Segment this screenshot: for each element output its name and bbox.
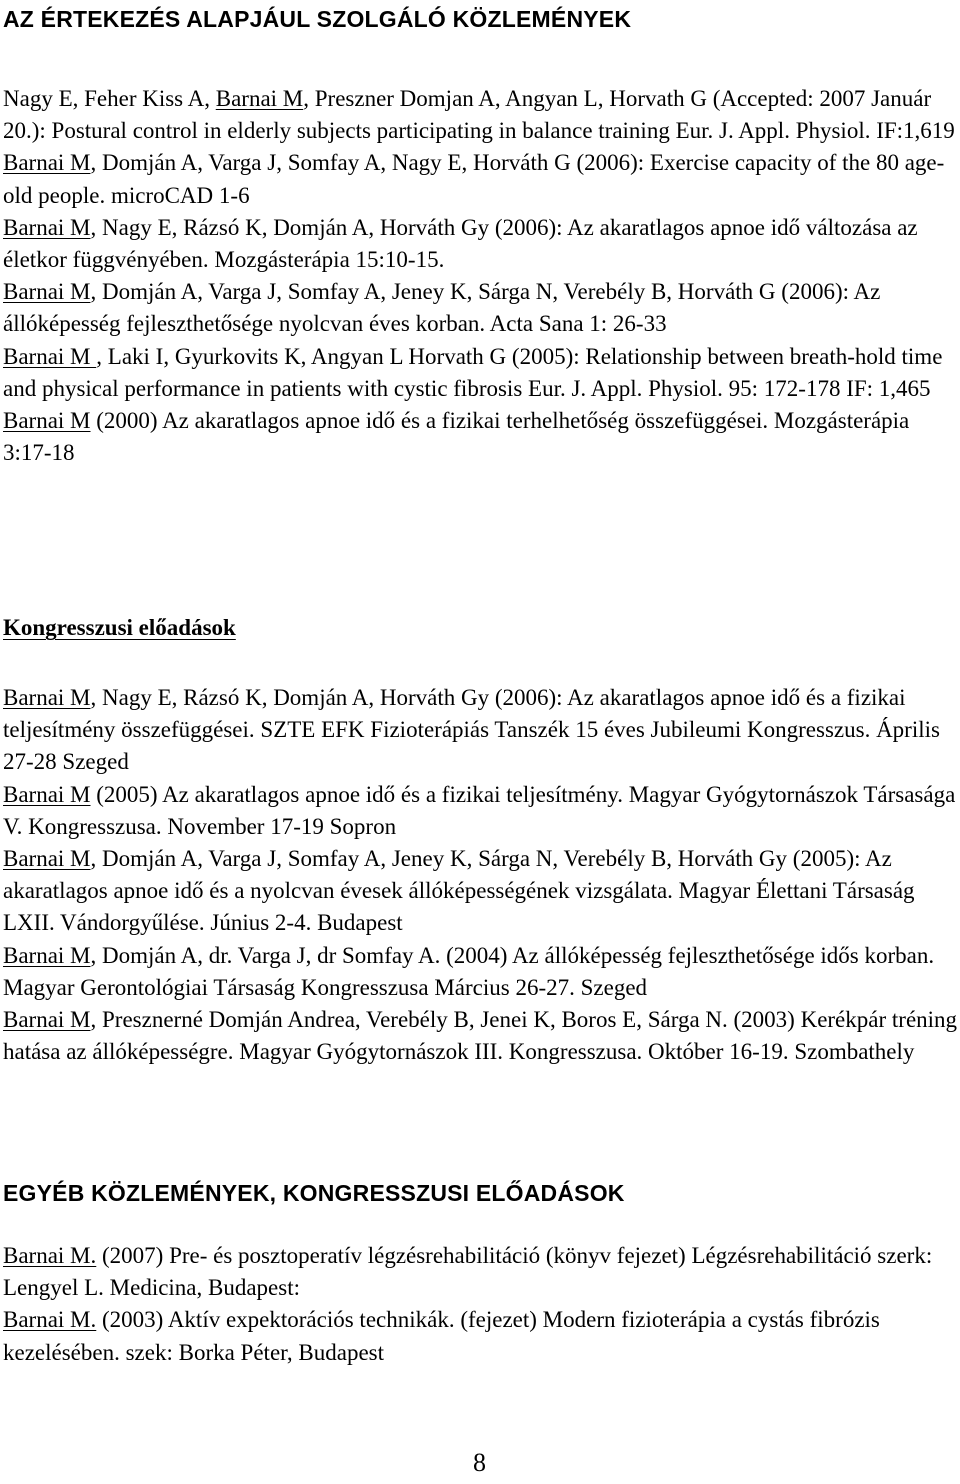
reference-entry: Barnai M, Domján A, Varga J, Somfay A, Jeney K, Sárga N, Verebély B, Horváth Gy (2005): Az akaratlagos apnoe idő és a nyolcvan évesek állóképességének vizsgálata. Magyar Élettani Társaság LXII. Vándorgyűlése. Június 2-4. Budapest [3, 846, 915, 936]
author-name: Barnai M [3, 1007, 91, 1033]
author-name: Barnai M [3, 846, 91, 872]
reference-entry: Barnai M. (2003) Aktív expektorációs technikák. (fejezet) Modern fizioterápia a cystás fibrózis kezelésében. szek: Borka Péter, Budapest [3, 1307, 880, 1365]
reference-entry: Barnai M, Domján A, Varga J, Somfay A, Nagy E, Horváth G (2006): Exercise capacity of the 80 age-old people. microCAD 1-6 [3, 150, 945, 208]
author-name: Barnai M. [3, 1243, 97, 1268]
author-name: Barnai M [3, 408, 91, 434]
reference-entry: Barnai M. (2007) Pre- és posztoperatív légzésrehabilitáció (könyv fejezet) Légzésrehabilitáció szerk: Lengyel L. Medicina, Budapest: [3, 1243, 933, 1301]
section-heading-main: AZ ÉRTEKEZÉS ALAPJÁUL SZOLGÁLÓ KÖZLEMÉNYEK [3, 6, 632, 32]
other-publication-list [3, 1240, 958, 1369]
author-name: Barnai M [3, 942, 91, 968]
author-name: Barnai M [3, 150, 91, 176]
congress-talk-list [3, 682, 958, 1068]
author-name: Barnai M [3, 685, 91, 710]
author-name: Barnai M [3, 343, 97, 369]
reference-entry: Barnai M, Presznerné Domján Andrea, Verebély B, Jenei K, Boros E, Sárga N. (2003) Kerékpár tréning hatása az állóképességre. Magyar Gyógytornászok III. Kongresszusa. Október 16-19. Szombathely [3, 1007, 958, 1065]
reference-entry: Barnai M, Nagy E, Rázsó K, Domján A, Horváth Gy (2006): Az akaratlagos apnoe idő és a fizikai teljesítmény összefüggései. SZTE EFK Fizioterápiás Tanszék 15 éves Jubileumi Kongresszus. Április 27-28 Szeged [3, 685, 940, 775]
reference-entry: Barnai M, Domján A, Varga J, Somfay A, Jeney K, Sárga N, Verebély B, Horváth G (2006): Az állóképesség fejleszthetősége nyolcvan éves korban. Acta Sana 1: 26-33 [3, 279, 881, 337]
author-name: Barnai M [3, 279, 91, 305]
author-name: Barnai M. [3, 1307, 97, 1333]
reference-entry: Nagy E, Feher Kiss A, Barnai M, Preszner Domjan A, Angyan L, Horvath G (Accepted: 2007 Január 20.): Postural control in elderly subjects participating in balance training Eur. J. Appl. Physiol. IF:1,619 [3, 86, 955, 144]
author-name: Barnai M [3, 781, 91, 807]
reference-entry: Barnai M, Domján A, dr. Varga J, dr Somfay A. (2004) Az állóképesség fejleszthetősége idős korban. Magyar Gerontológiai Társaság Kongresszusa Március 26-27. Szeged [3, 942, 935, 1000]
section-heading-other-publications: EGYÉB KÖZLEMÉNYEK, KONGRESSZUSI ELŐADÁSOK [3, 1180, 625, 1206]
reference-entry: Barnai M , Laki I, Gyurkovits K, Angyan L Horvath G (2005): Relationship between breath-hold time and physical performance in patients with cystic fibrosis Eur. J. Appl. Physiol. 95: 172-178 IF: 1,465 [3, 343, 943, 401]
author-name: Barnai M [215, 86, 304, 111]
page-number: 8 [473, 1448, 486, 1477]
section-heading-congress-talks: Kongresszusi előadások [3, 615, 236, 640]
reference-entry: Barnai M (2005) Az akaratlagos apnoe idő és a fizikai teljesítmény. Magyar Gyógytornászok Társasága V. Kongresszusa. November 17-19 Sopron [3, 781, 956, 839]
reference-entry: Barnai M (2000) Az akaratlagos apnoe idő és a fizikai terhelhetőség összefüggései. Mozgásterápia 3:17-18 [3, 408, 910, 466]
author-name: Barnai M [3, 214, 91, 240]
publication-list [3, 83, 958, 469]
reference-entry: Barnai M, Nagy E, Rázsó K, Domján A, Horváth Gy (2006): Az akaratlagos apnoe idő változása az életkor függvényében. Mozgásterápia 15:10-15. [3, 214, 918, 273]
